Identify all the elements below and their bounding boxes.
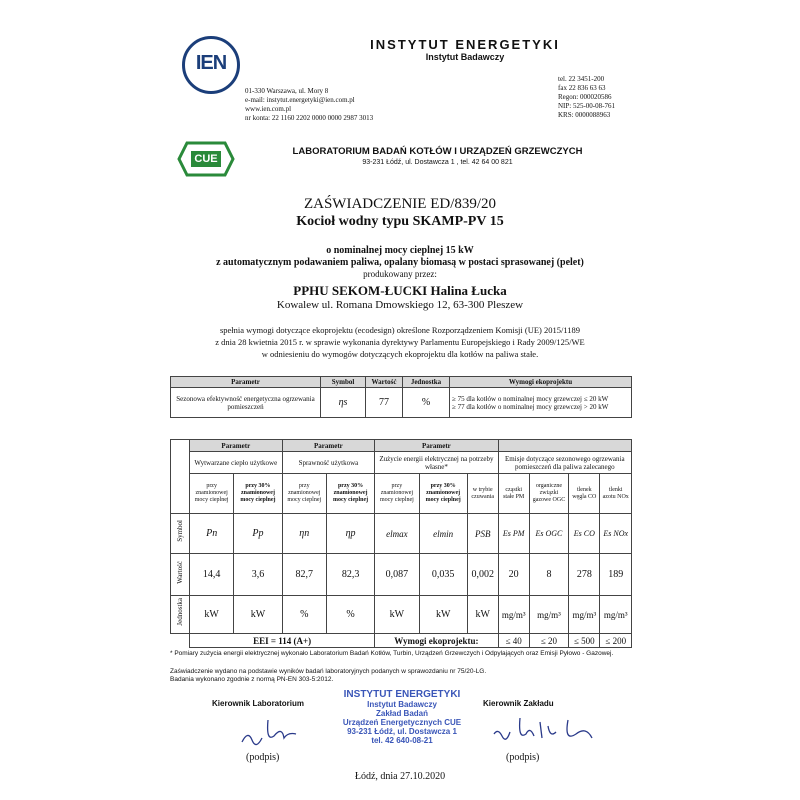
- t1-unit: %: [403, 388, 450, 418]
- t1-header-value: Wartość: [366, 377, 403, 388]
- t1-symbol: ηs: [321, 388, 366, 418]
- t2-symbol-2: ηn: [282, 514, 326, 554]
- t2-value-1: 3,6: [234, 554, 282, 596]
- t2-sub-2: przy znamionowej mocy cieplnej: [282, 474, 326, 514]
- t2-sub-1: przy 30% znamionowej mocy cieplnej: [234, 474, 282, 514]
- regon-line: Regon: 000020586: [558, 93, 612, 101]
- t2-corner: [171, 440, 190, 514]
- official-stamp: [312, 689, 492, 745]
- t2-sub-8: organiczne związki gazowe OGC: [529, 474, 568, 514]
- t2-req-0: ≤ 40: [498, 634, 529, 648]
- footnote-2: Zaświadczenie wydano na podstawie wyników badań laboratoryjnych podanych w sprawozdaniu nr 75/20-LG.: [170, 668, 487, 675]
- t1-req-2: ≥ 77 dla kotłów o nominalnej mocy grzewczej > 20 kW: [452, 402, 609, 411]
- institute-title: INSTYTUT ENERGETYKI: [370, 37, 560, 52]
- t2-group-efficiency: Sprawność użytkowa: [282, 452, 375, 474]
- stamp-line-1: INSTYTUT ENERGETYKI: [343, 689, 461, 700]
- t2-sub-7: cząstki stałe PM: [498, 474, 529, 514]
- right-podpis: (podpis): [506, 752, 540, 763]
- account-line: nr konta: 22 1160 2202 0000 0000 2987 3013: [245, 114, 374, 122]
- t2-value-2: 82,7: [282, 554, 326, 596]
- t2-row-symbol: [171, 514, 190, 554]
- institute-address: [245, 87, 373, 123]
- stamp-line-3: Zakład Badań: [375, 709, 428, 718]
- t2-h-param-2: Parametr: [282, 440, 375, 452]
- product-name: Kocioł wodny typu SKAMP-PV 15: [296, 214, 504, 229]
- t2-eei: EEI = 114 (A+): [190, 634, 375, 648]
- t2-unit-9: mg/m³: [569, 596, 600, 634]
- right-signature: [490, 712, 600, 748]
- t2-unit-1: kW: [234, 596, 282, 634]
- requirement-line-3: w odniesieniu do wymogów dotyczących ekoprojektu dla kotłów na paliwa stałe.: [261, 349, 539, 359]
- t1-header-symbol: Symbol: [321, 377, 366, 388]
- nip-line: NIP: 525-00-08-761: [558, 102, 615, 110]
- t2-value-0: 14,4: [190, 554, 234, 596]
- t2-h-empty: [498, 440, 631, 452]
- t1-header-unit: Jednostka: [403, 377, 450, 388]
- t2-value-7: 20: [498, 554, 529, 596]
- t2-req-1: ≤ 20: [529, 634, 568, 648]
- email-line: e-mail: instytut.energetyki@ien.com.pl: [245, 96, 355, 104]
- t2-eei-spacer: [171, 634, 190, 648]
- t2-req-label: Wymogi ekoprojektu:: [375, 634, 498, 648]
- t2-symbol-4: elmax: [375, 514, 419, 554]
- institute-contact: [558, 75, 615, 120]
- t2-row-value-label: Wartość: [176, 560, 184, 584]
- t2-value-9: 278: [569, 554, 600, 596]
- requirement-line-2: z dnia 28 kwietnia 2015 r. w sprawie wykonania dyrektywy Parlamentu Europejskiego i Rady 2009/125/WE: [215, 337, 585, 347]
- t2-h-param-3: Parametr: [375, 440, 498, 452]
- t2-unit-7: mg/m³: [498, 596, 529, 634]
- tel-line: tel. 22 3451-200: [558, 75, 605, 83]
- seasonal-efficiency-table: [170, 376, 632, 418]
- manufacturer-address: Kowalew ul. Romana Dmowskiego 12, 63-300 Pleszew: [276, 299, 524, 311]
- t2-symbol-3: ηp: [326, 514, 374, 554]
- t2-value-4: 0,087: [375, 554, 419, 596]
- parameters-table: [170, 439, 632, 648]
- t2-unit-6: kW: [467, 596, 498, 634]
- cue-logo: [177, 141, 235, 177]
- t2-unit-0: kW: [190, 596, 234, 634]
- t2-symbol-1: Pp: [234, 514, 282, 554]
- t2-unit-5: kW: [419, 596, 467, 634]
- t2-sub-3: przy 30% znamionowej mocy cieplnej: [326, 474, 374, 514]
- t2-value-6: 0,002: [467, 554, 498, 596]
- ien-logo-text: IEN: [195, 52, 227, 74]
- t2-group-heat: Wytwarzane ciepło użytkowe: [190, 452, 283, 474]
- nominal-power: o nominalnej mocy cieplnej 15 kW: [326, 245, 474, 256]
- t2-symbol-0: Pn: [190, 514, 234, 554]
- t1-header-param: Parametr: [171, 377, 321, 388]
- footnote-3: Badania wykonano zgodnie z normą PN-EN 303-5:2012.: [170, 676, 334, 683]
- fuel-description: z automatycznym podawaniem paliwa, opalany biomasą w postaci sprasowanej (pelet): [216, 257, 584, 268]
- t1-header-req: Wymogi ekoprojektu: [450, 377, 632, 388]
- krs-line: KRS: 0000088963: [558, 111, 611, 119]
- left-podpis: (podpis): [246, 752, 280, 763]
- t2-symbol-10: Es NOx: [600, 514, 632, 554]
- address-line: 01-330 Warszawa, ul. Mory 8: [245, 87, 329, 95]
- t2-sub-5: przy 30% znamionowej mocy cieplnej: [419, 474, 467, 514]
- t2-value-3: 82,3: [326, 554, 374, 596]
- dept-head-title: Kierownik Zakładu: [483, 699, 554, 708]
- t2-symbol-9: Es CO: [569, 514, 600, 554]
- t2-group-electricity: Zużycie energii elektrycznej na potrzeby własne*: [375, 452, 498, 474]
- t2-unit-4: kW: [375, 596, 419, 634]
- requirement-line-1: spełnia wymogi dotyczące ekoprojektu (ecodesign) określone Rozporządzeniem Komisji (UE) 2015/1189: [219, 325, 581, 335]
- t1-param: Sezonowa efektywność energetyczna ogrzewania pomieszczeń: [171, 388, 321, 418]
- stamp-line-4: Urządzeń Energetycznych CUE: [342, 718, 462, 727]
- t2-value-10: 189: [600, 554, 632, 596]
- t2-unit-8: mg/m³: [529, 596, 568, 634]
- institute-subtitle: Instytut Badawczy: [425, 52, 505, 62]
- t1-req: [450, 388, 632, 418]
- produced-by: produkowany przez:: [363, 269, 437, 279]
- t1-value: 77: [366, 388, 403, 418]
- t1-req-1: ≥ 75 dla kotłów o nominalnej mocy grzewczej ≤ 20 kW: [452, 394, 609, 403]
- manufacturer-name: PPHU SEKOM-ŁUCKI Halina Łucka: [293, 283, 507, 298]
- t2-req-2: ≤ 500: [569, 634, 600, 648]
- t2-row-unit-label: Jednostka: [176, 598, 184, 626]
- stamp-line-5: 93-231 Łódź, ul. Dostawcza 1: [347, 727, 457, 736]
- ien-logo: [182, 36, 240, 94]
- lab-head-title: Kierownik Laboratorium: [212, 699, 305, 708]
- t2-row-symbol-label: Symbol: [176, 520, 184, 542]
- footnote-1: * Pomiary zużycia energii elektrycznej wykonało Laboratorium Badań Kotłów, Turbin, Urządzeń Grzewczych i Odpylających oraz Emisji Pyłowo - Gazowej.: [170, 650, 614, 657]
- t2-sub-9: tlenek węgla CO: [569, 474, 600, 514]
- stamp-line-2: Instytut Badawczy: [367, 700, 437, 709]
- t2-h-param-1: Parametr: [190, 440, 283, 452]
- t2-symbol-6: PSB: [467, 514, 498, 554]
- t2-symbol-5: elmin: [419, 514, 467, 554]
- certificate-number: ZAŚWIADCZENIE ED/839/20: [303, 196, 497, 212]
- t2-unit-2: %: [282, 596, 326, 634]
- lab-name: LABORATORIUM BADAŃ KOTŁÓW I URZĄDZEŃ GRZEWCZYCH: [292, 146, 583, 157]
- issue-date: Łódź, dnia 27.10.2020: [354, 771, 446, 782]
- www-line: www.ien.com.pl: [245, 105, 292, 113]
- left-signature: [238, 712, 308, 752]
- fax-line: fax 22 836 63 63: [558, 84, 606, 92]
- t2-req-3: ≤ 200: [600, 634, 632, 648]
- lab-address: 93-231 Łódź, ul. Dostawcza 1 , tel. 42 64 00 821: [362, 159, 513, 166]
- t2-value-5: 0,035: [419, 554, 467, 596]
- t2-group-emissions: Emisje dotyczące sezonowego ogrzewania pomieszczeń dla paliwa zalecanego: [498, 452, 631, 474]
- t2-sub-6: w trybie czuwania: [467, 474, 498, 514]
- t2-value-8: 8: [529, 554, 568, 596]
- t2-row-value: [171, 554, 190, 596]
- t2-sub-4: przy znamionowej mocy cieplnej: [375, 474, 419, 514]
- t2-row-unit: [171, 596, 190, 634]
- t2-unit-10: mg/m³: [600, 596, 632, 634]
- t2-symbol-7: Es PM: [498, 514, 529, 554]
- cue-logo-text: CUE: [194, 153, 218, 165]
- stamp-line-6: tel. 42 640-08-21: [371, 736, 433, 745]
- t2-sub-10: tlenki azotu NOx: [600, 474, 632, 514]
- t2-sub-0: przy znamionowej mocy cieplnej: [190, 474, 234, 514]
- t2-unit-3: %: [326, 596, 374, 634]
- t2-symbol-8: Es OGC: [529, 514, 568, 554]
